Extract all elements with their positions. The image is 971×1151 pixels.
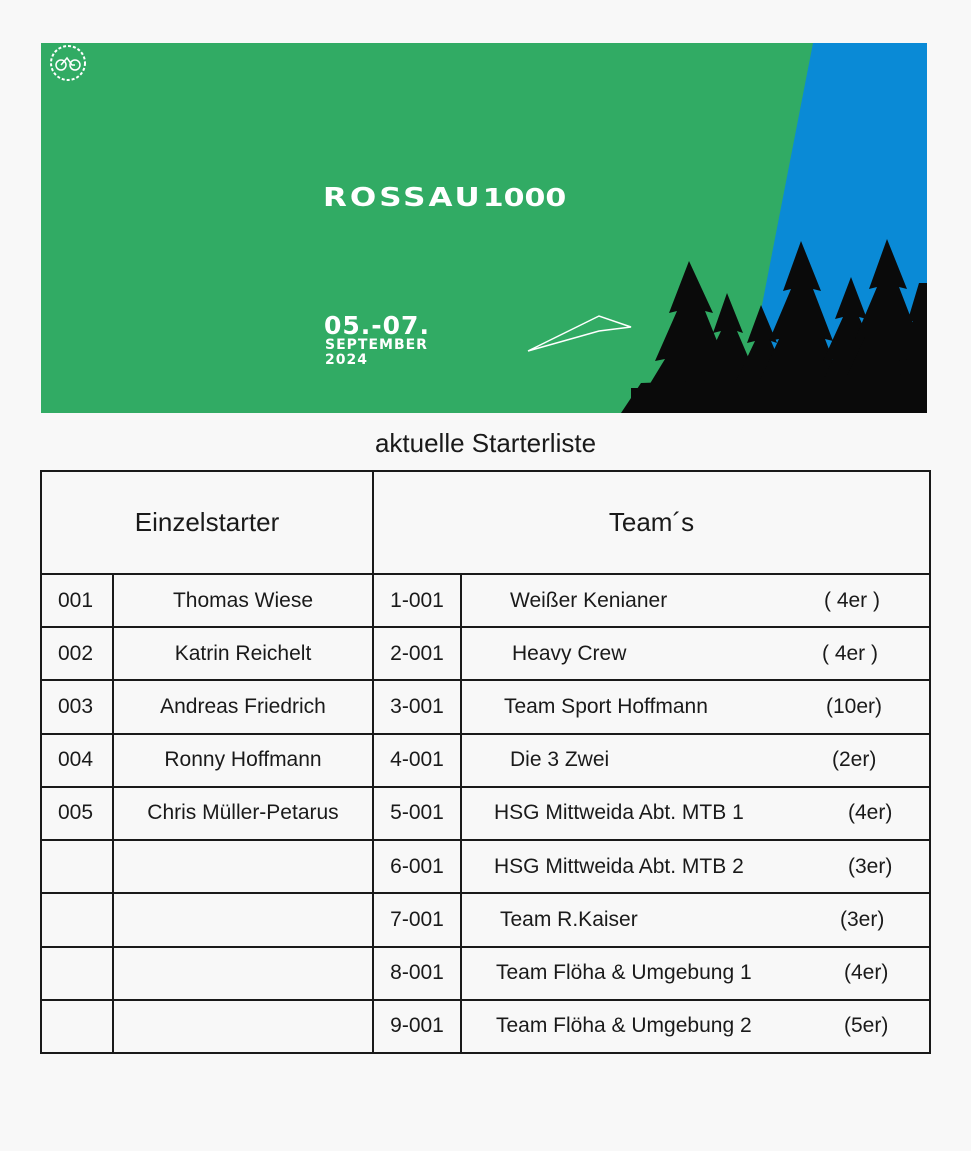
team-cell (461, 680, 930, 733)
team-name: Team R.Kaiser (500, 907, 638, 931)
starter-number: 001 (41, 574, 113, 627)
team-cell (461, 893, 930, 946)
team-number: 5-001 (373, 787, 461, 840)
team-name: HSG Mittweida Abt. MTB 1 (494, 801, 744, 825)
table-row (41, 627, 930, 680)
starter-name (113, 1000, 373, 1053)
team-name: Team Flöha & Umgebung 2 (496, 1014, 752, 1038)
team-number: 2-001 (373, 627, 461, 680)
team-name: Weißer Kenianer (510, 588, 668, 612)
event-banner (41, 43, 927, 413)
starter-name: Chris Müller-Petarus (113, 787, 373, 840)
logo-number: 1000 (482, 183, 567, 213)
team-number: 1-001 (373, 574, 461, 627)
event-year: 2024 (325, 352, 368, 368)
starter-number (41, 1000, 113, 1053)
team-size: (4er) (848, 801, 893, 825)
table-row (41, 893, 930, 946)
starter-name: Ronny Hoffmann (113, 734, 373, 787)
team-cell (461, 1000, 930, 1053)
table-row (41, 787, 930, 840)
event-month: SEPTEMBER (325, 337, 428, 353)
table-row (41, 574, 930, 627)
team-number: 4-001 (373, 734, 461, 787)
team-cell (461, 627, 930, 680)
team-cell (461, 840, 930, 893)
starter-name: Thomas Wiese (113, 574, 373, 627)
bike-chain-badge-icon (41, 43, 95, 83)
team-name: Heavy Crew (512, 641, 627, 665)
team-size: ( 4er ) (822, 641, 879, 665)
team-size: (4er) (844, 961, 889, 985)
starter-number (41, 947, 113, 1000)
team-size: (2er) (832, 748, 877, 772)
team-cell (461, 734, 930, 787)
starter-name (113, 947, 373, 1000)
starter-name: Katrin Reichelt (113, 627, 373, 680)
team-size: (5er) (844, 1014, 889, 1038)
starter-number (41, 840, 113, 893)
team-size: (10er) (826, 695, 883, 719)
list-title: aktuelle Starterliste (374, 428, 597, 458)
team-number: 9-001 (373, 1000, 461, 1053)
team-name: Team Flöha & Umgebung 1 (496, 961, 752, 985)
team-number: 8-001 (373, 947, 461, 1000)
team-cell (461, 574, 930, 627)
team-number: 7-001 (373, 893, 461, 946)
team-size: (3er) (840, 907, 885, 931)
banner-background (41, 43, 927, 413)
starter-number: 003 (41, 680, 113, 733)
table-row (41, 680, 930, 733)
logo-word: ROSSAU (323, 183, 483, 213)
table-row (41, 1000, 930, 1053)
starter-table (40, 470, 931, 1054)
team-cell (461, 947, 930, 1000)
team-cell (461, 787, 930, 840)
header-individual: Einzelstarter (41, 471, 373, 574)
team-size: ( 4er ) (824, 588, 881, 612)
starter-name (113, 840, 373, 893)
team-number: 3-001 (373, 680, 461, 733)
event-logo (323, 183, 566, 213)
starter-number: 005 (41, 787, 113, 840)
event-date: 05.-07. (324, 311, 430, 340)
table-row (41, 947, 930, 1000)
header-teams: Team´s (373, 471, 930, 574)
team-size: (3er) (848, 854, 893, 878)
team-name: HSG Mittweida Abt. MTB 2 (494, 854, 744, 878)
starter-number (41, 893, 113, 946)
table-row (41, 840, 930, 893)
starter-name (113, 893, 373, 946)
starter-name: Andreas Friedrich (113, 680, 373, 733)
starter-number: 002 (41, 627, 113, 680)
table-row (41, 734, 930, 787)
starter-number: 004 (41, 734, 113, 787)
team-name: Team Sport Hoffmann (504, 695, 708, 719)
team-name: Die 3 Zwei (510, 748, 610, 772)
team-number: 6-001 (373, 840, 461, 893)
